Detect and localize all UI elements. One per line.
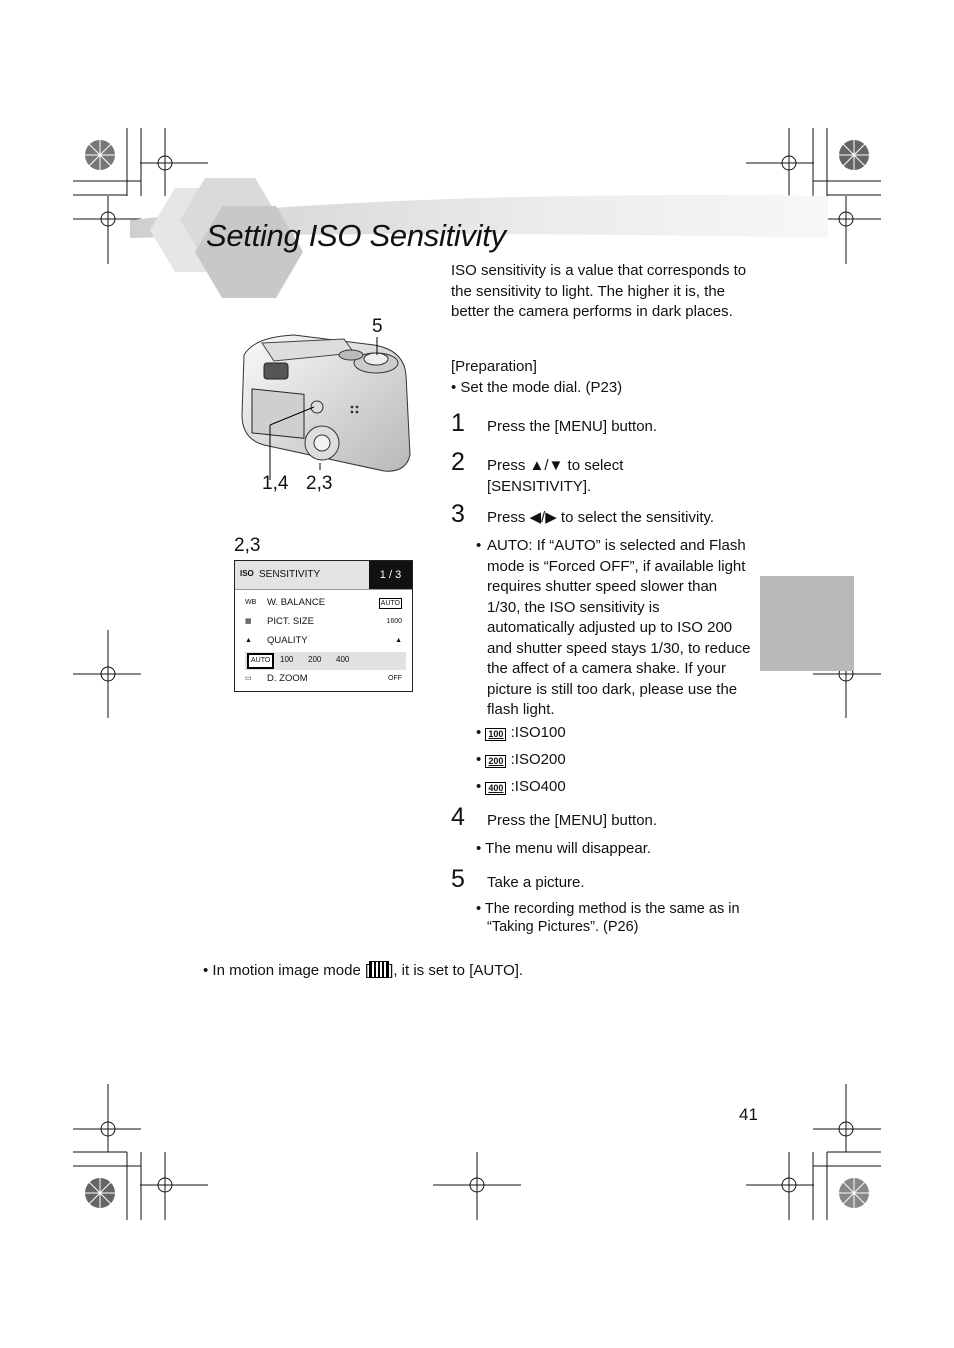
step-text: Take a picture. — [487, 874, 585, 891]
menu-callout: 2,3 — [234, 535, 261, 556]
sensitivity-options-row — [245, 652, 406, 670]
menu-row — [235, 613, 412, 631]
picture-size-icon: ▦ — [245, 618, 252, 625]
menu-title: SENSITIVITY — [259, 569, 321, 580]
iso-icon: ISO — [240, 569, 254, 578]
option-400: 400 — [336, 655, 350, 664]
digital-zoom-icon: ▭ — [245, 675, 252, 682]
menu-row-label: QUALITY — [267, 635, 308, 646]
step5-note: • The recording method is the same as in “Taking Pictures”. (P26) — [476, 901, 740, 935]
menu-row-label: PICT. SIZE — [267, 616, 314, 627]
step-text: Press ▲/▼ to select [SENSITIVITY]. — [487, 457, 624, 495]
menu-header — [235, 561, 412, 590]
side-tab — [760, 576, 854, 671]
callout-2-3: 2,3 — [306, 473, 333, 494]
quality-icon: ▲ — [245, 637, 252, 644]
step-text: Press the [MENU] button. — [487, 812, 658, 829]
iso200-icon: 200 — [485, 755, 506, 768]
step-text: Press the [MENU] button. — [487, 418, 658, 435]
step4-note: • The menu will disappear. — [476, 840, 652, 857]
auto-wb-icon: AUTO — [380, 600, 400, 607]
footer-note — [203, 961, 623, 982]
menu-row-label: D. ZOOM — [267, 673, 308, 684]
step-number: 5 — [451, 865, 465, 893]
step-number: 3 — [451, 500, 465, 528]
step-text: Press ◀/▶ to select the sensitivity. — [487, 509, 715, 526]
menu-page-indicator: 1 / 3 — [369, 561, 412, 589]
iso-label: :ISO100 — [510, 724, 566, 741]
option-200: 200 — [308, 655, 322, 664]
step-number: 2 — [451, 448, 465, 476]
iso-label: :ISO400 — [510, 778, 566, 795]
callout-1-4: 1,4 — [262, 473, 289, 494]
menu-row-value: OFF — [388, 675, 402, 682]
menu-row — [235, 632, 412, 650]
menu-row — [235, 594, 412, 612]
preparation-label: [Preparation] — [451, 358, 537, 375]
menu-row-label: W. BALANCE — [267, 597, 326, 608]
menu-row-value: 1600 — [386, 618, 402, 625]
iso-label: :ISO200 — [510, 751, 566, 768]
menu-screen — [234, 560, 413, 692]
iso-item: • 200 :ISO200 — [476, 751, 566, 768]
option-100: 100 — [280, 655, 294, 664]
bullet: • — [476, 537, 482, 554]
option-auto: AUTO — [247, 653, 274, 669]
motion-image-icon — [369, 961, 389, 978]
auto-note: AUTO: If “AUTO” is selected and Flash mode is “Forced OFF”, if available light requires shutter speed slower than 1/30, the ISO sensitivity is automatically adjusted up to ISO 200 and shutter speed stays 1/30, to reduce the affect of a camera shake. If your picture is still too dark, please use the flash light. — [487, 537, 751, 718]
wb-icon: WB — [245, 599, 257, 606]
step-number: 4 — [451, 803, 465, 831]
step-number: 1 — [451, 409, 465, 437]
iso100-icon: 100 — [485, 728, 506, 741]
iso-item: • 100 :ISO100 — [476, 724, 566, 741]
footer-note-start: • In motion image mode [ — [203, 962, 370, 979]
page-title: Setting ISO Sensitivity — [206, 218, 506, 253]
footer-note-end: ], it is set to [AUTO]. — [389, 962, 524, 979]
intro-text: ISO sensitivity is a value that corresponds to the sensitivity to light. The higher it is, the better the camera performs in dark places. — [451, 262, 747, 320]
iso400-icon: 400 — [485, 782, 506, 795]
callout-5: 5 — [372, 316, 383, 337]
quality-value-icon: ▲ — [395, 637, 402, 644]
page-number: 41 — [739, 1105, 758, 1124]
preparation-item: • Set the mode dial. (P23) — [451, 379, 623, 396]
menu-row — [235, 670, 412, 688]
iso-item: • 400 :ISO400 — [476, 778, 566, 795]
